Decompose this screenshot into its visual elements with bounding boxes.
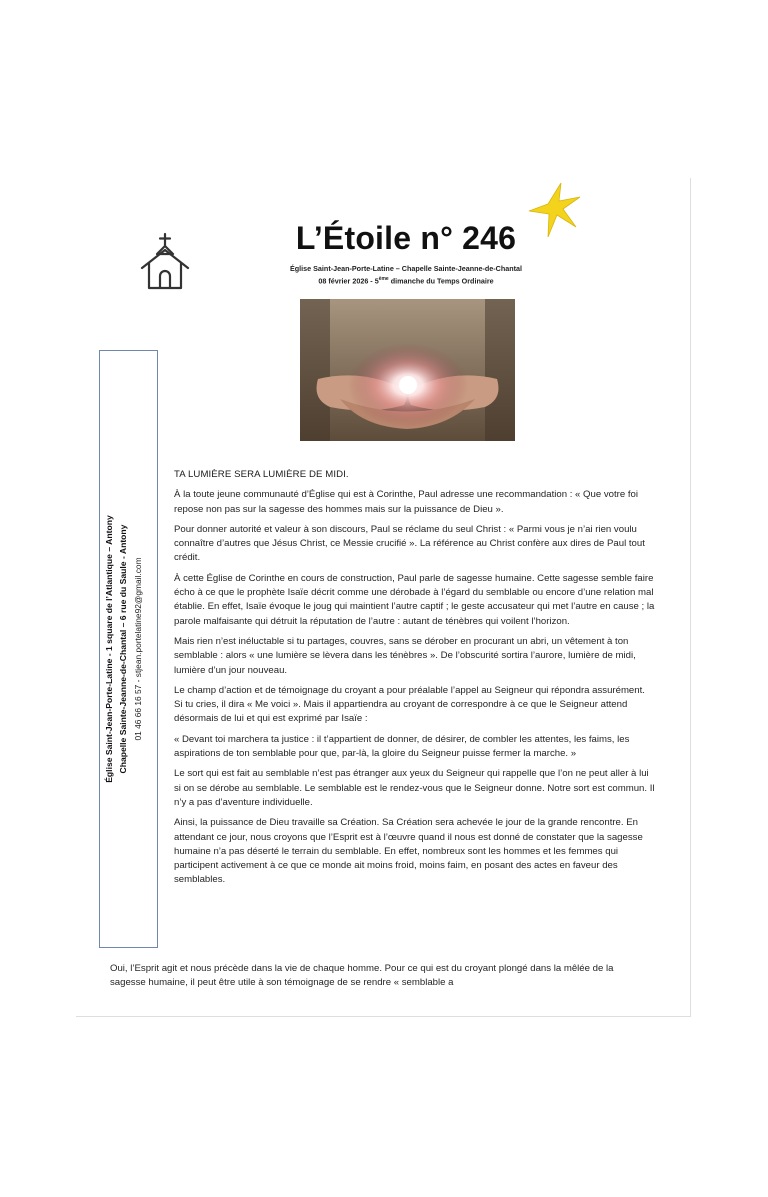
chapel-address: Chapelle Sainte-Jeanne-de-Chantal – 6 rue du Saule - Antony bbox=[118, 524, 128, 774]
article-paragraph: Le sort qui est fait au semblable n’est pas étranger aux yeux du Seigneur qui rappelle que l’on ne peut aller à lui si on se dérobe au semblable. Le semblable est le rendez-vous que le Seigneur donne. Notre sort est commun. Il n’y a pas d’aventure individuelle. bbox=[174, 768, 655, 808]
article-paragraph: À la toute jeune communauté d’Église qui est à Corinthe, Paul adresse une recommandation : « Que votre foi repose non pas sur la sagesse des hommes mais sur la puissance de Dieu ». bbox=[174, 489, 638, 515]
article-body bbox=[174, 468, 656, 894]
date-suffix: dimanche du Temps Ordinaire bbox=[388, 276, 494, 286]
article-paragraph: Pour donner autorité et valeur à son discours, Paul se réclame du seul Christ : « Parmi vous je n’ai rien voulu connaître d’autres que Jésus Christ, ce Messie crucifié ». La référence au Christ confère aux dires de Paul tout crédit. bbox=[174, 523, 645, 564]
newsletter-title: L’Étoile n° 246 bbox=[295, 220, 517, 256]
article-paragraph: À cette Église de Corinthe en cours de construction, Paul parle de sagesse humaine. Cette sagesse semble faire écho à ce que le prophète Isaïe décrit comme une dérobade à l’égard du semblable ou encore d’une relation mal établie. En effet, Isaïe évoque le joug qui maintient l’autre captif ; le geste accusateur qui met l’autre en cause ; la parole malfaisante qui détruit la réputation de l’autre : autant de ténèbres qui voilent l’horizon. bbox=[174, 572, 655, 627]
article-quote: « Devant toi marchera ta justice : il t’appartient de donner, de désirer, de combler les attentes, les faims, les aspirations de ton semblable pour que, par-là, la gloire du Seigneur puisse fermer la marche. » bbox=[174, 733, 630, 760]
hands-light-image bbox=[300, 299, 515, 441]
article-paragraph: Le champ d’action et de témoignage du croyant a pour préalable l’appel au Seigneur qui répondra assurément. Si tu cries, il dira « Me voici ». Mais il appartiendra au croyant de correspondre à ce que le Seigneur attend désormais de lui et qui est exprimé par Isaïe : bbox=[174, 684, 645, 725]
contact-sidebar bbox=[99, 350, 158, 948]
date-line bbox=[216, 276, 596, 285]
article-closing bbox=[110, 962, 650, 991]
article-closing-paragraph: Oui, l’Esprit agit et nous précède dans la vie de chaque homme. Pour ce qui est du croyant plongé dans la mêlée de la sagesse humaine, il peut être utile à son témoignage de se rendre « semblable a bbox=[110, 963, 614, 989]
parish-subtitle: Église Saint-Jean-Porte-Latine – Chapelle Sainte-Jeanne-de-Chantal bbox=[289, 264, 523, 273]
article-heading: TA LUMIÈRE SERA LUMIÈRE DE MIDI. bbox=[174, 469, 349, 480]
article-paragraph: Mais rien n’est inéluctable si tu partages, couvres, sans se dérober en procurant un abri, un vêtement à ton semblable : alors « une lumière se lèvera dans les ténèbres ». De l’obscurité sortira l’aurore, lumière de midi, lumière d’un jour nouveau. bbox=[174, 635, 636, 676]
date-prefix: 08 février 2026 - 5 bbox=[318, 276, 379, 286]
date-ordinal: ème bbox=[378, 276, 389, 282]
church-address: Église Saint-Jean-Porte-Latine - 1 square de l’Atlantique – Antony bbox=[104, 515, 114, 783]
contact-phone-email: 01 46 66 16 57 - stjean.portelatine92@gmail.com bbox=[133, 557, 143, 741]
contact-sidebar-text bbox=[102, 354, 154, 944]
newsletter-page bbox=[76, 178, 691, 1017]
church-icon bbox=[140, 232, 190, 290]
article-paragraph: Ainsi, la puissance de Dieu travaille sa Création. Sa Création sera achevée le jour de la grande rencontre. En attendant ce jour, nous croyons que l’Esprit est à l’œuvre quand il nous est donné de constater que la sagesse humaine n’a pas déserté le terrain du semblable. En effet, nombreux sont les hommes et les femmes qui participent activement à ce que ce monde ait moins froid, moins faim, en posant des actes en faveur des semblables. bbox=[174, 817, 643, 886]
